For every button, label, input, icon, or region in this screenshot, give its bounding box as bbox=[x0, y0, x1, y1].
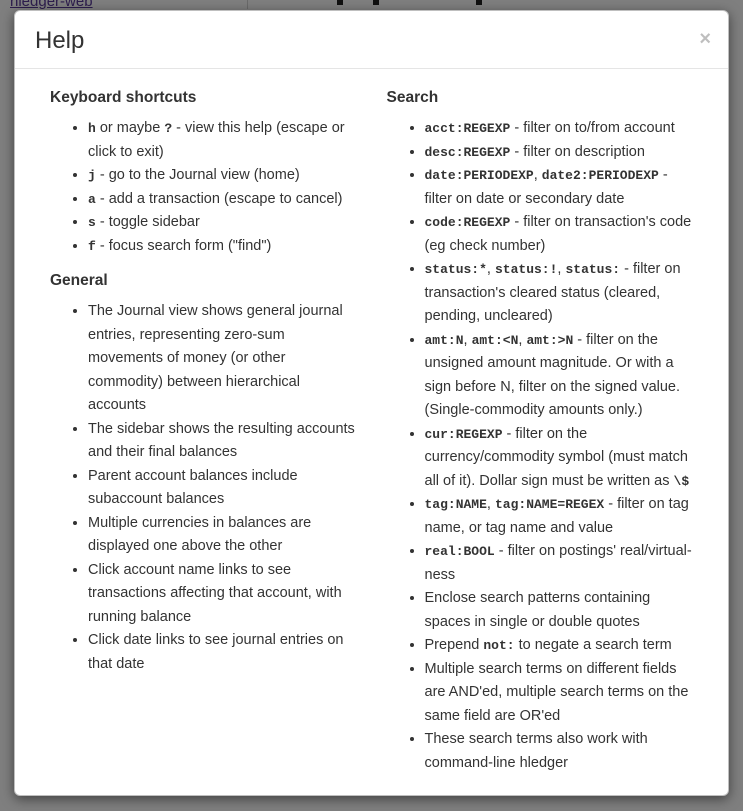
code-text: j bbox=[88, 168, 96, 183]
code-text: tag:NAME bbox=[424, 497, 487, 512]
plain-text: or maybe bbox=[95, 120, 165, 136]
plain-text: Click date links to see journal entries on that date bbox=[88, 632, 344, 672]
plain-text: Multiple search terms on different fields are AND'ed, multiple search terms on the same field are OR'ed bbox=[424, 660, 689, 724]
list-item bbox=[425, 423, 694, 494]
code-text: desc:REGEXP bbox=[424, 144, 511, 160]
plain-text: - filter on the currency/commodity symbol (must match all of it). Dollar sign must be written as bbox=[424, 425, 688, 489]
plain-text: , bbox=[486, 496, 495, 512]
code-text: cur:REGEXP bbox=[424, 426, 503, 442]
modal-body bbox=[15, 69, 728, 809]
modal-title: Help bbox=[35, 27, 85, 54]
code-text: a bbox=[88, 191, 96, 207]
plain-text: to negate a search term bbox=[514, 637, 672, 653]
plain-text: Enclose search patterns containing spaces in single or double quotes bbox=[424, 590, 651, 630]
code-text: acct:REGEXP bbox=[424, 121, 511, 136]
plain-text: - filter on to/from account bbox=[510, 120, 675, 136]
close-icon[interactable]: × bbox=[699, 28, 711, 50]
list-item bbox=[425, 587, 694, 634]
plain-text: - filter on date or secondary date bbox=[424, 167, 668, 207]
list-item bbox=[425, 329, 694, 423]
list-item bbox=[425, 164, 694, 211]
help-modal bbox=[14, 10, 729, 796]
code-text: not: bbox=[483, 638, 515, 653]
plain-text: Multiple currencies in balances are displayed one above the other bbox=[88, 514, 312, 554]
keyboard-shortcuts-list bbox=[50, 117, 357, 258]
plain-text: - view this help (escape or click to exit) bbox=[88, 120, 345, 160]
list-item bbox=[88, 629, 357, 676]
plain-text: Click account name links to see transactions affecting that account, with running balance bbox=[88, 561, 342, 625]
list-item bbox=[88, 164, 357, 188]
list-item bbox=[88, 211, 357, 235]
code-text: amt:<N bbox=[471, 332, 519, 348]
code-text: h bbox=[88, 121, 96, 136]
code-text: s bbox=[88, 215, 96, 230]
list-item bbox=[425, 540, 694, 587]
list-item bbox=[425, 211, 694, 258]
list-item bbox=[88, 188, 357, 212]
code-text: tag:NAME=REGEX bbox=[494, 497, 605, 512]
plain-text: The Journal view shows general journal entries, representing zero-sum movements of money (or other commodity) between hierarchical accounts bbox=[88, 303, 343, 413]
plain-text: - focus search form ("find") bbox=[95, 237, 272, 254]
plain-text: These search terms also work with command-line hledger bbox=[424, 731, 648, 771]
plain-text: - go to the Journal view (home) bbox=[95, 167, 300, 183]
code-text: \$ bbox=[673, 473, 690, 489]
list-item bbox=[425, 728, 694, 775]
plain-text: - filter on tag name, or tag name and value bbox=[424, 496, 689, 536]
code-text: status:! bbox=[494, 262, 558, 277]
section-title-keyboard-shortcuts: Keyboard shortcuts bbox=[50, 89, 197, 106]
right-column bbox=[372, 79, 709, 789]
code-text: ? bbox=[164, 121, 173, 136]
code-text: date2:PERIODEXP bbox=[541, 168, 659, 183]
code-text: amt:>N bbox=[526, 332, 574, 348]
plain-text: Prepend bbox=[424, 637, 484, 653]
section-title-search: Search bbox=[386, 89, 439, 106]
plain-text: - filter on the unsigned amount magnitude. Or with a sign before N, filter on the signed value. (Single-commodity amounts only.) bbox=[424, 331, 681, 418]
plain-text: , bbox=[557, 261, 566, 277]
list-item bbox=[425, 258, 694, 329]
list-item bbox=[425, 634, 694, 658]
code-text: code:REGEXP bbox=[424, 215, 511, 230]
plain-text: The sidebar shows the resulting accounts and their final balances bbox=[88, 420, 355, 460]
section-title-general: General bbox=[50, 272, 108, 289]
code-text: real:BOOL bbox=[424, 544, 495, 559]
general-list bbox=[50, 300, 357, 676]
plain-text: - filter on description bbox=[510, 143, 645, 160]
list-item bbox=[425, 493, 694, 540]
plain-text: , bbox=[486, 261, 495, 277]
plain-text: - filter on postings' real/virtual-ness bbox=[424, 543, 692, 583]
code-text: date:PERIODEXP bbox=[424, 168, 534, 183]
plain-text: , bbox=[463, 331, 472, 348]
plain-text: - add a transaction (escape to cancel) bbox=[95, 190, 343, 207]
list-item bbox=[88, 418, 357, 465]
list-item bbox=[88, 465, 357, 512]
list-item bbox=[88, 300, 357, 418]
code-text: amt:N bbox=[424, 332, 464, 348]
code-text: f bbox=[88, 238, 96, 254]
list-item bbox=[88, 512, 357, 559]
plain-text: - filter on transaction's code (eg check number) bbox=[424, 214, 692, 254]
plain-text: - toggle sidebar bbox=[95, 214, 200, 230]
list-item bbox=[88, 235, 357, 259]
plain-text: , bbox=[533, 167, 542, 183]
list-item bbox=[425, 141, 694, 165]
plain-text: Parent account balances include subaccount balances bbox=[88, 467, 298, 507]
search-list bbox=[387, 117, 694, 775]
list-item bbox=[425, 658, 694, 729]
plain-text: - filter on transaction's cleared status (cleared, pending, uncleared) bbox=[424, 261, 681, 324]
code-text: status:* bbox=[424, 262, 487, 277]
list-item bbox=[88, 559, 357, 630]
modal-header bbox=[15, 11, 728, 69]
plain-text: , bbox=[518, 331, 527, 348]
list-item bbox=[88, 117, 357, 164]
left-column bbox=[35, 79, 372, 789]
code-text: status: bbox=[565, 262, 621, 277]
list-item bbox=[425, 117, 694, 141]
